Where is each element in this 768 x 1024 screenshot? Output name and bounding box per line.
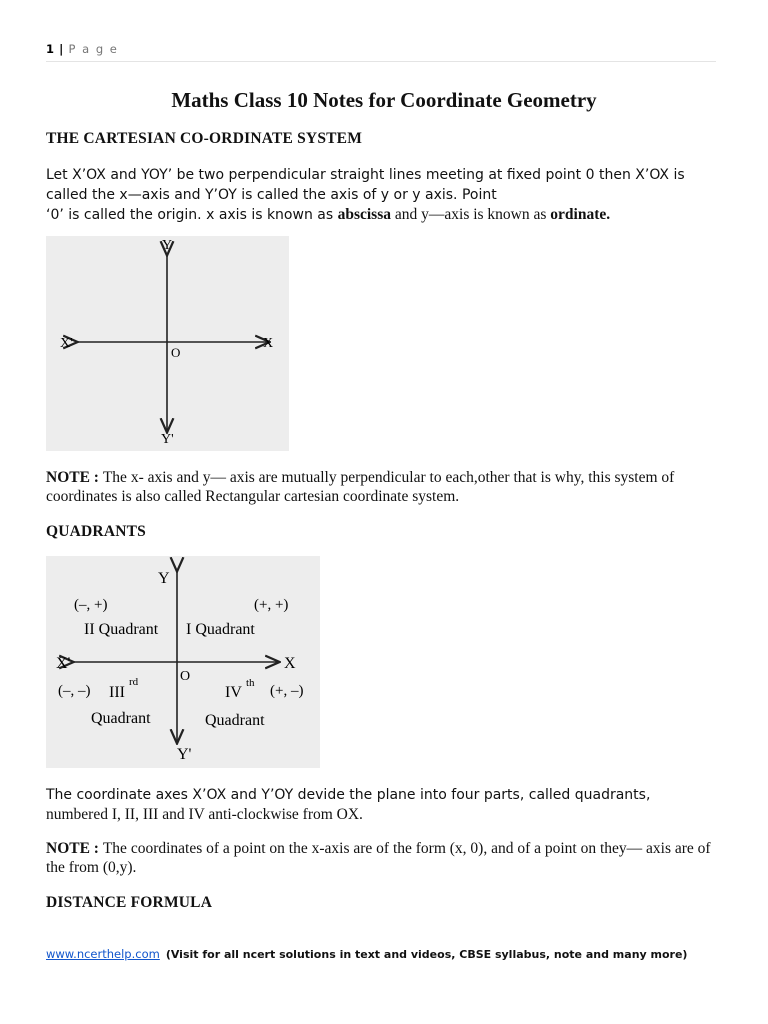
label-x-neg: X' — [56, 655, 71, 672]
q4-numeral: IV — [225, 684, 242, 701]
note-text: The coordinates of a point on the x-axis are of the form (x, 0), and of a point on they— axis are of the from (0,y). — [46, 840, 711, 876]
intro-paragraph — [46, 165, 716, 225]
note-perpendicular — [46, 468, 716, 506]
page-number: 1 — [46, 42, 55, 56]
quadrants-line-1: The coordinate axes X’OX and Y’OY devide the plane into four parts, called quadrants, — [46, 787, 651, 803]
page-separator: | — [59, 42, 64, 56]
header-rule — [46, 61, 716, 62]
intro-line-1: Let X’OX and YOY’ be two perpendicular straight lines meeting at fixed point 0 then X’OX is — [46, 167, 685, 183]
q3-superscript: rd — [129, 676, 139, 688]
quadrants-paragraph — [46, 785, 716, 824]
footer-link[interactable]: www.ncerthelp.com — [46, 947, 160, 961]
q1-sign: (+, +) — [254, 597, 289, 613]
label-origin: O — [180, 669, 191, 684]
intro-line-3a: ‘0’ is called the origin. x axis is known as — [46, 207, 338, 223]
intro-line-3c: and y—axis is known as — [391, 206, 551, 223]
quadrants-figure — [46, 556, 320, 768]
axes-figure — [46, 236, 289, 451]
label-y: Y — [162, 238, 173, 253]
note-label: NOTE : — [46, 840, 103, 857]
page-header — [46, 42, 118, 56]
note-label: NOTE : — [46, 469, 103, 486]
page-footer — [46, 947, 687, 961]
note-text: The x- axis and y— axis are mutually perpendicular to each,other that is why, this system of coordinates is also called Rectangular cartesian coordinate system. — [46, 469, 675, 505]
q3-word: Quadrant — [91, 710, 151, 727]
q1-label: I Quadrant — [186, 621, 255, 638]
page-title: Maths Class 10 Notes for Coordinate Geometry — [171, 88, 597, 112]
label-y-neg: Y' — [161, 432, 174, 447]
abscissa-term: abscissa — [337, 206, 391, 223]
label-origin: O — [171, 345, 181, 360]
q3-numeral: III — [109, 684, 125, 701]
q4-sign: (+, –) — [270, 683, 304, 699]
label-y-neg: Y' — [177, 746, 192, 763]
intro-line-2: called the x—axis and Y’OY is called the axis of y or y axis. Point — [46, 187, 497, 203]
q4-word: Quadrant — [205, 712, 265, 729]
section-heading-distance: DISTANCE FORMULA — [46, 894, 213, 911]
label-x: X — [284, 655, 296, 672]
quadrants-line-2: numbered I, II, III and IV anti-clockwise from OX. — [46, 806, 363, 823]
q3-sign: (–, –) — [58, 683, 91, 699]
label-x: X — [263, 336, 274, 351]
ordinate-term: ordinate. — [550, 206, 611, 223]
label-x-neg: X' — [60, 336, 73, 351]
section-heading-quadrants: QUADRANTS — [46, 523, 146, 540]
q2-sign: (–, +) — [74, 597, 108, 613]
q4-superscript: th — [246, 677, 255, 689]
label-y: Y — [158, 570, 170, 587]
q2-label: II Quadrant — [84, 621, 159, 638]
page-word: P a g e — [68, 42, 119, 56]
note-axis-coordinates — [46, 839, 716, 877]
footer-note: (Visit for all ncert solutions in text and videos, CBSE syllabus, note and many more) — [165, 948, 688, 961]
section-heading-cartesian: THE CARTESIAN CO-ORDINATE SYSTEM — [46, 130, 363, 147]
